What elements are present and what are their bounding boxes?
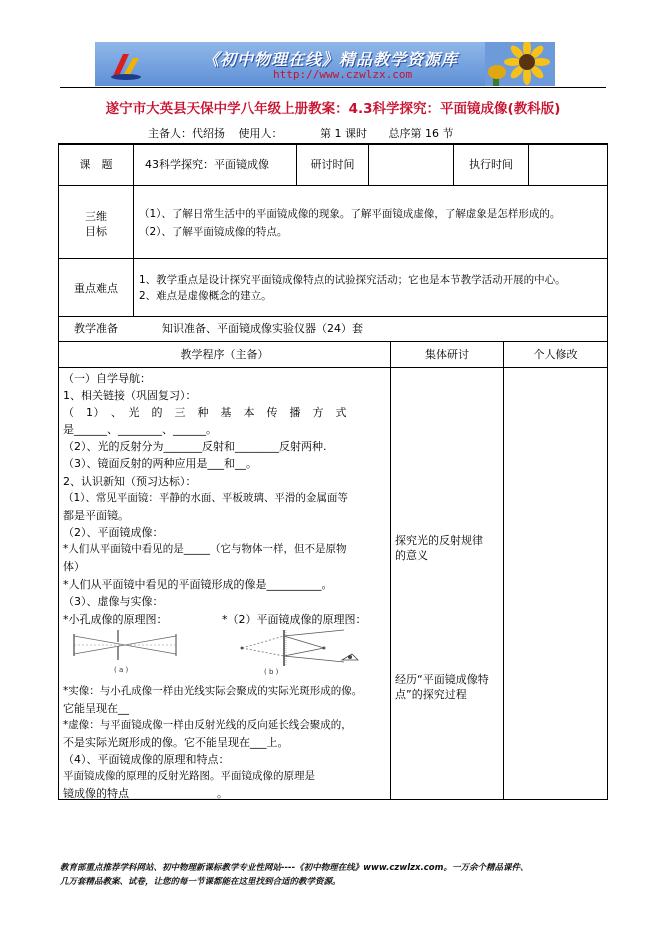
program-line: *人们从平面镜中看见的平面镜形成的像是__________。 <box>63 578 333 591</box>
banner-title: 《初中物理在线》精品教学资源库 <box>203 50 459 69</box>
program-line: （2）、平面镜成像： <box>63 526 164 539</box>
goals-label-line2: 目标 <box>85 225 107 238</box>
program-line: *小孔成像的原理图： <box>63 613 168 626</box>
site-banner <box>95 42 555 86</box>
collective-note-1-line2: 的意义 <box>395 549 428 562</box>
footer-line-2: 几万套精品教案、试卷，让您的每一节课都能在这里找到合适的教学资源。 <box>60 877 341 887</box>
program-line: （ 1） 、 光 的 三 种 基 本 传 播 方 式 <box>63 406 347 419</box>
research-time-label: 研讨时间 <box>310 158 355 171</box>
collective-note-1-line1: 探究光的反射规律 <box>395 534 483 547</box>
collective-note-2 <box>395 672 489 702</box>
program-line: 平面镜成像的原理的反射光路图。平面镜成像的原理是 <box>63 770 315 782</box>
topic-label: 课 题 <box>79 158 113 171</box>
collective-note-1 <box>395 533 483 563</box>
program-line: 它能呈现在__ <box>63 702 129 715</box>
footer-line-1: 教育部重点推荐学科网站、初中物理新课标教学专业性网站----《初中物理在线》www.czwlzx.com。一万余个精品课件、 <box>60 863 529 873</box>
period-label: 第 1 课时 <box>320 127 367 140</box>
key-point-1: 1、教学重点是设计探究平面镜成像特点的试验探究活动；它也是本节教学活动开展的中心。 <box>139 274 566 286</box>
diagram-caption-a: ( a ) <box>114 666 129 674</box>
author-line <box>148 125 464 141</box>
key-points-label: 重点难点 <box>74 282 118 295</box>
plane-mirror-diagram <box>224 626 376 676</box>
program-line: （4）、平面镜成像的原理和特点： <box>63 753 230 766</box>
site-logo <box>109 48 143 80</box>
preparer-label: 主备人：代绍扬 <box>148 127 225 140</box>
key-point-2: 2、难点是虚像概念的建立。 <box>139 290 272 302</box>
footer-note <box>60 861 610 889</box>
collective-note-2-line1: 经历“平面镜成像特 <box>395 673 489 686</box>
program-line: *实像：与小孔成像一样由光线实际会聚成的实际光斑形成的像。 <box>63 685 363 697</box>
pinhole-camera-diagram <box>66 628 206 674</box>
program-line: 不是实际光斑形成的像。它不能呈现在___上。 <box>63 736 289 749</box>
topic-value: 43科学探究：平面镜成像 <box>145 158 269 171</box>
program-line: 是______、________、______。 <box>63 423 217 436</box>
program-line: 2、认识新知（预习达标）： <box>63 475 197 488</box>
program-line: （2）、光的反射分为_______反射和________反射两种. <box>63 440 327 453</box>
program-line: 体） <box>63 560 85 573</box>
sunflower-image <box>485 42 555 86</box>
program-line: 1、相关链接（巩固复习）： <box>63 389 197 402</box>
personal-header: 个人修改 <box>533 348 578 361</box>
program-line: （3）、镜面反射的两种应用是___和__。 <box>63 457 257 470</box>
document-title: 遂宁市大英县天保中学八年级上册教案：4.3科学探究：平面镜成像(教科版) <box>105 101 561 117</box>
header-rule <box>60 87 606 88</box>
program-header: 教学程序（主备） <box>180 348 269 361</box>
program-line: 镜成像的特点________________。 <box>63 787 228 800</box>
program-line: *虚像：与平面镜成像一样由反射光线的反向延长线会聚成的， <box>63 719 352 731</box>
diagram-caption-b: ( b ) <box>264 668 279 676</box>
program-line: *人们从平面镜中看见的是_____（它与物体一样，但不是原物 <box>63 543 347 555</box>
program-line: （1）、常见平面镜：平静的水面、平板玻璃、平滑的金属面等 <box>63 492 348 504</box>
goals-label <box>59 209 133 239</box>
program-line: *（2）平面镜成像的原理图： <box>222 613 367 626</box>
goal-1: （1）、了解日常生活中的平面镜成像的现象。了解平面镜成虚像，了解虚象是怎样形成的。 <box>139 208 561 220</box>
prep-value: 知识准备、平面镜成像实验仪器（24）套 <box>162 322 363 335</box>
program-line: （3）、虚像与实像： <box>63 595 164 608</box>
collective-header: 集体研讨 <box>425 348 469 361</box>
program-line: （一）自学导航： <box>63 372 151 385</box>
banner-url[interactable]: http://www.czwlzx.com <box>273 68 413 81</box>
prep-label: 教学准备 <box>74 322 118 335</box>
goal-2: （2）、了解平面镜成像的特点。 <box>139 226 288 238</box>
total-sequence-label: 总序第 16 节 <box>388 127 454 140</box>
user-label: 使用人： <box>238 127 283 140</box>
program-line: 都是平面镜。 <box>63 509 129 522</box>
collective-note-2-line2: 点”的探究过程 <box>395 688 467 701</box>
goals-label-line1: 三维 <box>85 210 107 223</box>
exec-time-label: 执行时间 <box>469 158 513 171</box>
